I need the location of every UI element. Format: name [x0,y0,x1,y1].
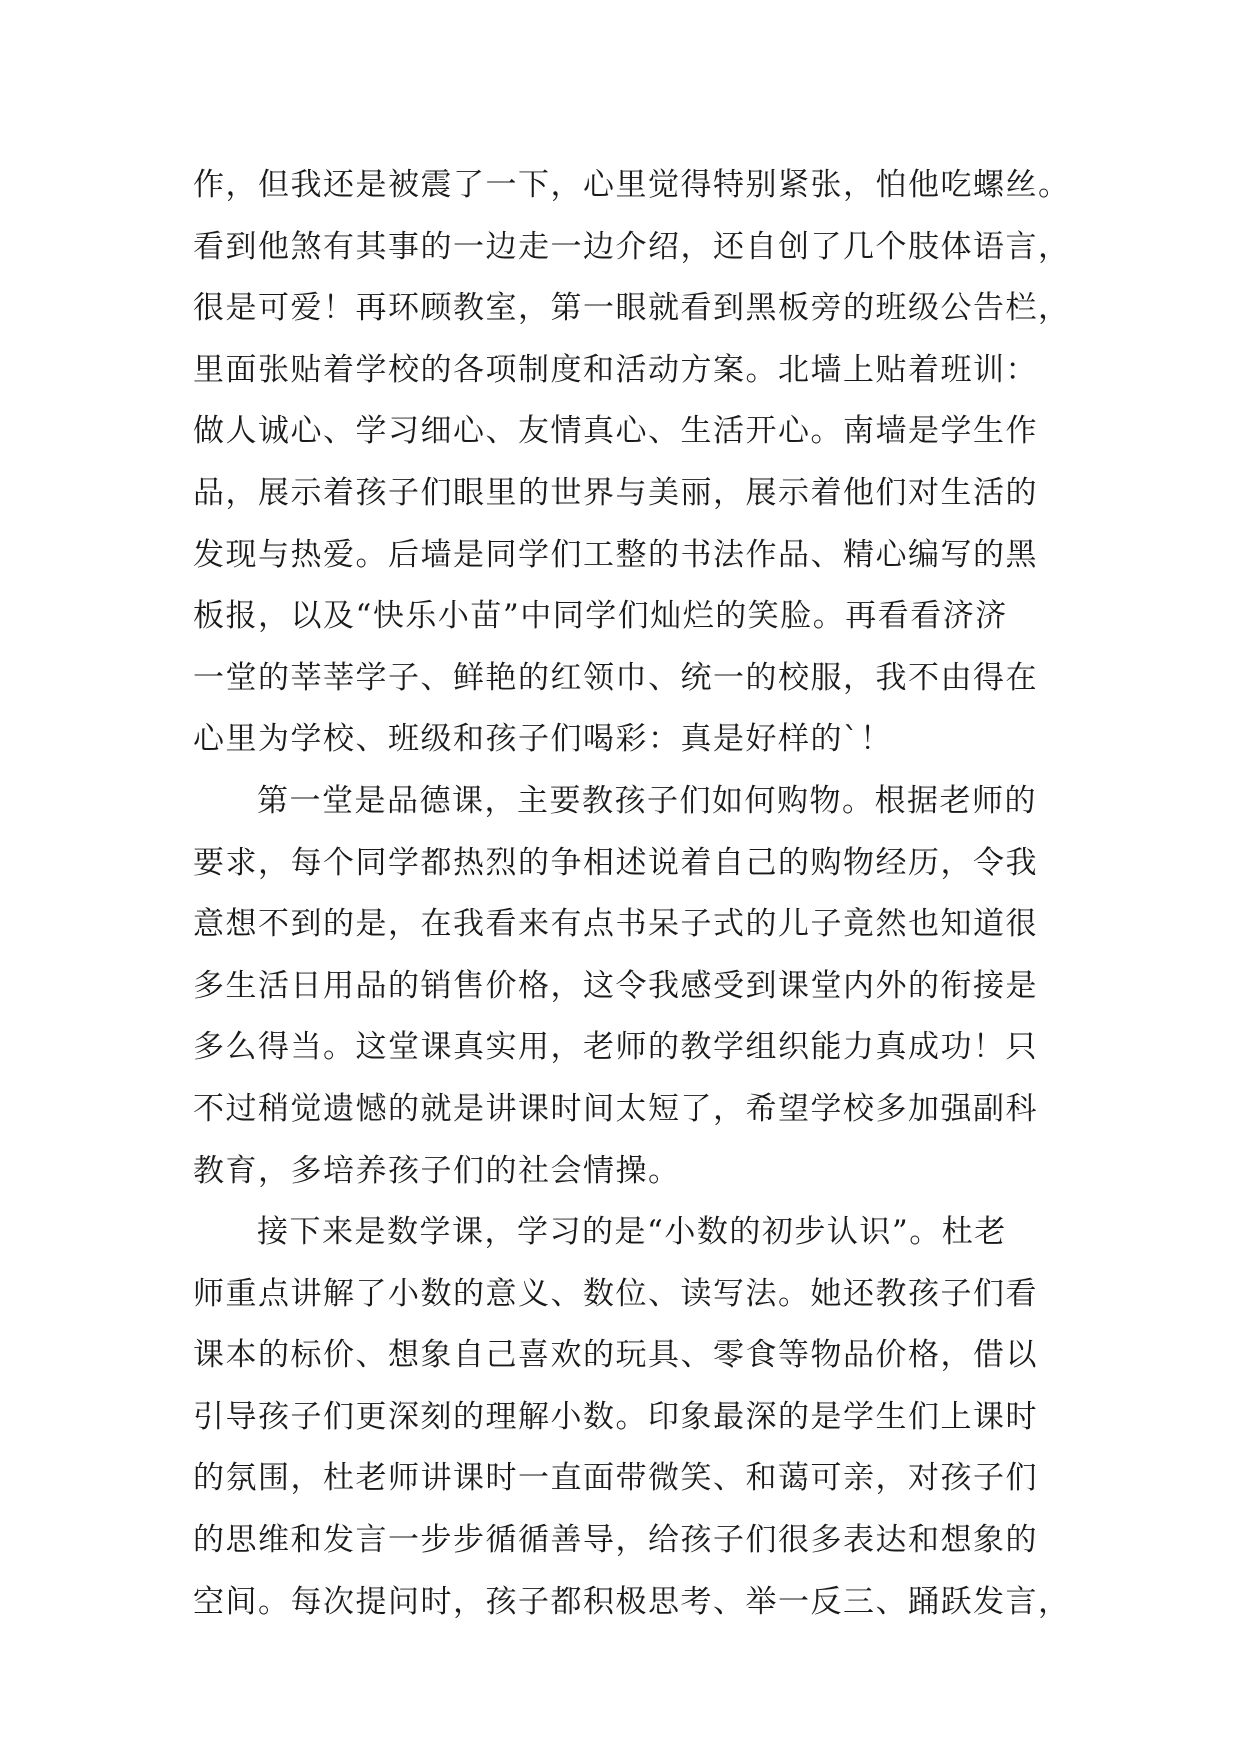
text-line-4: 里面张贴着学校的各项制度和活动方案。北墙上贴着班训： [193,351,1038,388]
text-line-12: 要求，每个同学都热烈的争相述说着自己的购物经历，令我 [193,844,1038,881]
paragraph-start-line-18: 接下来是数学课，学习的是“小数的初步认识”。杜老 [257,1214,1007,1251]
text-line-5: 做人诚心、学习细心、友情真心、生活开心。南墙是学生作 [193,413,1038,450]
text-line-19: 师重点讲解了小数的意义、数位、读写法。她还教孩子们看 [193,1275,1038,1312]
text-line-2: 看到他煞有其事的一边走一边介绍，还自创了几个肢体语言， [193,228,1071,265]
text-line-24: 空间。每次提问时，孩子都积极思考、举一反三、踊跃发言， [193,1583,1071,1620]
text-line-10: 心里为学校、班级和孩子们喝彩：真是好样的`！ [193,721,893,758]
text-line-8: 板报，以及“快乐小苗”中同学们灿烂的笑脸。再看看济济 [193,598,1008,635]
text-line-16: 不过稍觉遗憾的就是讲课时间太短了，希望学校多加强副科 [193,1090,1038,1127]
paragraph-start-line-11: 第一堂是品德课，主要教孩子们如何购物。根据老师的 [257,782,1037,819]
text-line-22: 的氛围，杜老师讲课时一直面带微笑、和蔼可亲，对孩子们 [193,1460,1038,1497]
text-line-21: 引导孩子们更深刻的理解小数。印象最深的是学生们上课时 [193,1398,1038,1435]
text-line-3: 很是可爱！再环顾教室，第一眼就看到黑板旁的班级公告栏， [193,290,1071,327]
text-line-13: 意想不到的是，在我看来有点书呆子式的儿子竟然也知道很 [193,906,1038,943]
text-line-14: 多生活日用品的销售价格，这令我感受到课堂内外的衔接是 [193,967,1038,1004]
text-line-20: 课本的标价、想象自己喜欢的玩具、零食等物品价格，借以 [193,1337,1038,1374]
text-line-17: 教育，多培养孩子们的社会情操。 [193,1152,681,1189]
text-line-7: 发现与热爱。后墙是同学们工整的书法作品、精心编写的黑 [193,536,1038,573]
text-line-23: 的思维和发言一步步循循善导，给孩子们很多表达和想象的 [193,1522,1038,1559]
text-line-9: 一堂的莘莘学子、鲜艳的红领巾、统一的校服，我不由得在 [193,659,1038,696]
body-text [193,155,1093,1633]
text-line-1: 作，但我还是被震了一下，心里觉得特别紧张，怕他吃螺丝。 [193,167,1071,203]
text-line-6: 品，展示着孩子们眼里的世界与美丽，展示着他们对生活的 [193,474,1038,511]
text-line-15: 多么得当。这堂课真实用，老师的教学组织能力真成功！只 [193,1029,1038,1066]
